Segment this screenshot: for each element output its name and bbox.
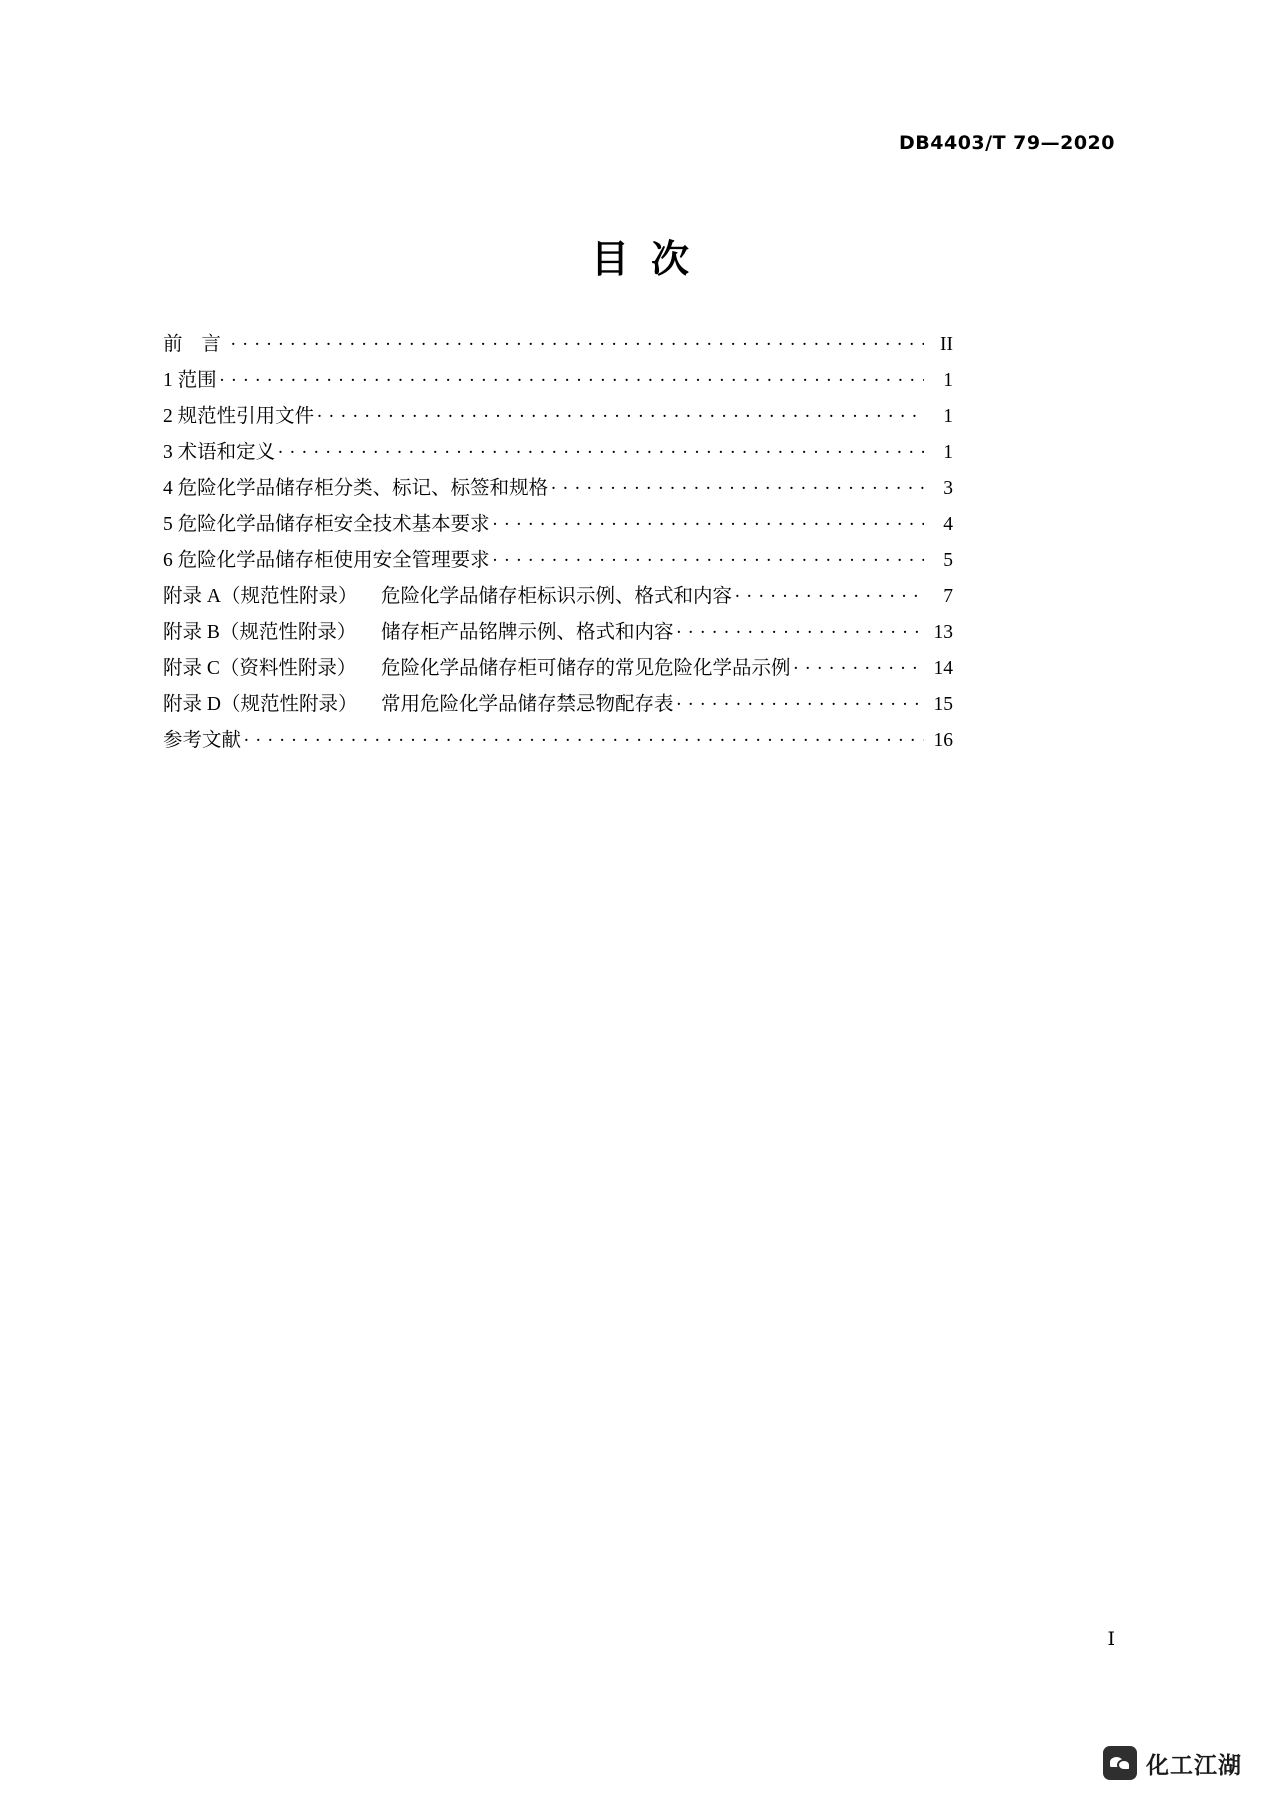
toc-entry-foreword[interactable] — [163, 330, 953, 366]
toc-entry-page: 5 — [943, 549, 953, 571]
toc-appendix-head: 附录 C（资料性附录） — [163, 657, 357, 679]
page-number: I — [1107, 1628, 1115, 1650]
toc-entry-label: 前 言 — [163, 333, 228, 355]
toc-leader-dots — [493, 510, 924, 530]
toc-entry-clause-5[interactable] — [163, 510, 953, 546]
table-of-contents — [163, 330, 953, 762]
toc-appendix-head: 附录 A（规范性附录） — [163, 585, 358, 607]
toc-entry-page: 4 — [943, 513, 953, 535]
toc-leader-dots — [278, 438, 924, 458]
toc-entry-clause-4[interactable] — [163, 474, 953, 510]
toc-leader-dots — [677, 690, 924, 710]
toc-leader-dots — [794, 654, 924, 674]
toc-entry-page: 15 — [933, 693, 953, 715]
toc-leader-dots — [551, 474, 924, 494]
toc-leader-dots — [317, 402, 924, 422]
toc-entry-clause-6[interactable] — [163, 546, 953, 582]
watermark-label: 化工江湖 — [1146, 1752, 1242, 1779]
toc-entry-page: 3 — [943, 477, 953, 499]
toc-leader-dots — [493, 546, 924, 566]
toc-entry-appendix-b[interactable] — [163, 618, 953, 654]
toc-entry-label: 6 危险化学品储存柜使用安全管理要求 — [163, 549, 490, 571]
toc-entry-references[interactable] — [163, 726, 953, 762]
toc-entry-page: 1 — [943, 441, 953, 463]
toc-entry-label: 2 规范性引用文件 — [163, 405, 315, 427]
toc-appendix-name: 常用危险化学品储存禁忌物配存表 — [381, 693, 674, 715]
standard-code: DB4403/T 79—2020 — [899, 132, 1115, 154]
toc-leader-dots — [244, 726, 924, 746]
toc-entry-page: 1 — [943, 405, 953, 427]
toc-appendix-name: 危险化学品储存柜标识示例、格式和内容 — [381, 585, 733, 607]
page-title: 目次 — [590, 236, 711, 281]
toc-appendix-name: 危险化学品储存柜可储存的常见危险化学品示例 — [381, 657, 791, 679]
toc-entry-clause-2[interactable] — [163, 402, 953, 438]
toc-entry-label: 3 术语和定义 — [163, 441, 276, 463]
toc-leader-dots — [220, 366, 924, 386]
toc-entry-clause-3[interactable] — [163, 438, 953, 474]
toc-leader-dots — [735, 582, 924, 602]
toc-entry-label: 5 危险化学品储存柜安全技术基本要求 — [163, 513, 490, 535]
watermark — [1103, 1746, 1242, 1780]
toc-entry-page: 7 — [943, 585, 953, 607]
toc-entry-label: 1 范围 — [163, 369, 217, 391]
toc-entry-page: 16 — [933, 729, 953, 751]
toc-entry-clause-1[interactable] — [163, 366, 953, 402]
toc-entry-appendix-a[interactable] — [163, 582, 953, 618]
wechat-icon — [1103, 1746, 1137, 1780]
toc-entry-page: 13 — [933, 621, 953, 643]
toc-entry-label: 参考文献 — [163, 729, 242, 751]
toc-leader-dots — [231, 330, 924, 350]
toc-entry-appendix-c[interactable] — [163, 654, 953, 690]
toc-appendix-head: 附录 B（规范性附录） — [163, 621, 357, 643]
toc-appendix-head: 附录 D（规范性附录） — [163, 693, 358, 715]
toc-entry-page: II — [940, 333, 953, 355]
toc-appendix-name: 储存柜产品铭牌示例、格式和内容 — [381, 621, 674, 643]
toc-entry-appendix-d[interactable] — [163, 690, 953, 726]
toc-entry-label: 4 危险化学品储存柜分类、标记、标签和规格 — [163, 477, 549, 499]
toc-leader-dots — [677, 618, 924, 638]
toc-entry-page: 1 — [943, 369, 953, 391]
toc-entry-page: 14 — [933, 657, 953, 679]
